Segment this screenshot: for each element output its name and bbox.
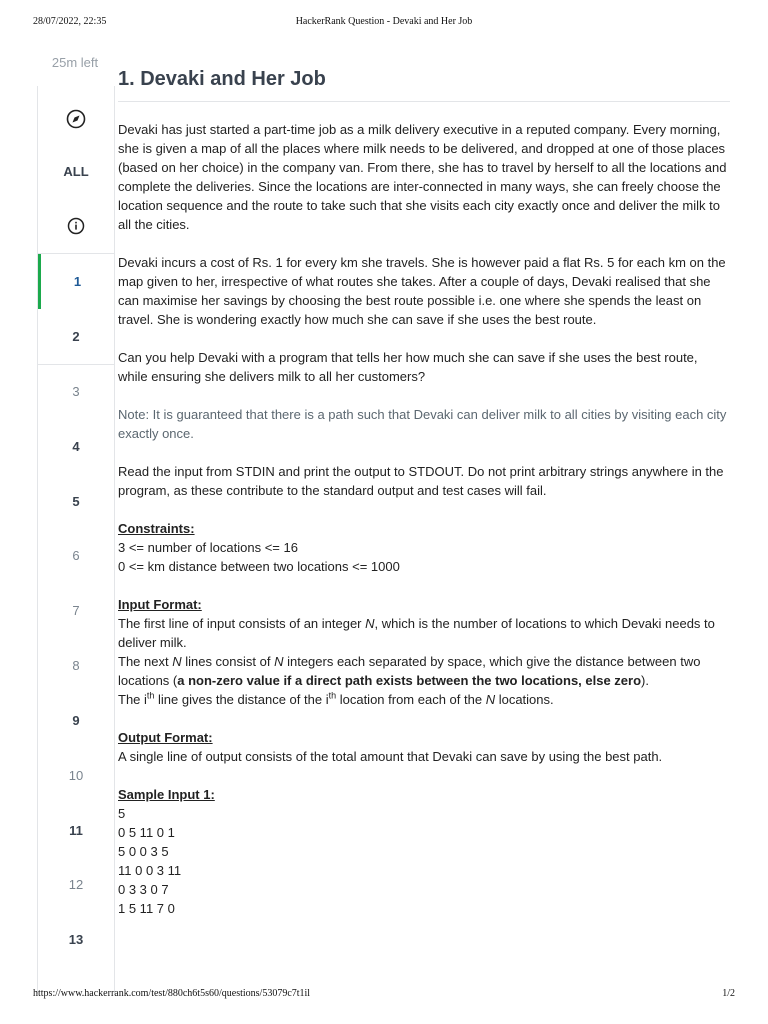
input-format-text: locations.: [495, 692, 554, 707]
time-remaining: 25m left: [51, 55, 99, 70]
question-tab-5[interactable]: [38, 474, 114, 529]
all-label: ALL: [63, 164, 89, 179]
info-icon: [67, 217, 85, 235]
question-number: 8: [72, 658, 80, 673]
output-format-section: [118, 728, 730, 766]
question-title: 1. Devaki and Her Job: [118, 68, 730, 102]
all-questions-tab[interactable]: [38, 144, 114, 199]
superscript: th: [146, 690, 155, 701]
question-tab-8[interactable]: [38, 638, 114, 693]
question-number: 11: [69, 823, 83, 838]
input-format-text: line gives the distance of the i: [154, 692, 329, 707]
question-number: 5: [72, 494, 80, 509]
question-number: 7: [72, 603, 80, 618]
question-tab-13[interactable]: [38, 912, 114, 967]
note-paragraph: Note: It is guaranteed that there is a path such that Devaki can deliver milk to all cities by visiting each city exactly once.: [118, 407, 727, 441]
superscript: th: [328, 690, 337, 701]
constraint-line: 3 <= number of locations <= 16: [118, 540, 298, 555]
page-url: https://www.hackerrank.com/test/880ch6t5s60/questions/53079c7t1il: [33, 988, 311, 999]
input-format-heading: Input Format:: [118, 597, 202, 612]
variable-n: N: [485, 692, 496, 707]
description-paragraph: Can you help Devaki with a program that tells her how much she can save if she uses the best route, while ensuring she delivers milk to all her customers?: [118, 350, 698, 384]
question-number: 3: [72, 384, 80, 399]
question-number: 9: [72, 713, 80, 728]
print-title: HackerRank Question - Devaki and Her Job: [295, 16, 473, 27]
sample-input-line: 5: [118, 806, 126, 821]
input-format-section: [118, 595, 730, 709]
question-number: 2: [72, 329, 80, 344]
question-sidebar: [37, 86, 115, 994]
sample-input-line: 0 5 11 0 1: [118, 825, 175, 840]
question-tab-10[interactable]: [38, 748, 114, 803]
question-tab-4[interactable]: [38, 419, 114, 474]
question-tab-1[interactable]: [38, 254, 114, 309]
print-date: 28/07/2022, 22:35: [33, 16, 107, 27]
navigation-icon-button[interactable]: [38, 91, 114, 146]
question-body: [118, 120, 730, 918]
input-format-text: integers each separated by space, which give the distance between two locations (: [118, 654, 701, 688]
input-format-text: ).: [641, 673, 649, 688]
question-number: 1: [73, 274, 82, 289]
question-number: 6: [72, 548, 80, 563]
compass-icon: [66, 109, 86, 129]
variable-n: N: [365, 616, 375, 631]
constraints-heading: Constraints:: [118, 521, 195, 536]
input-format-emphasis: a non-zero value if a direct path exists between the two locations, else zero: [177, 673, 642, 688]
description-paragraph: Devaki incurs a cost of Rs. 1 for every km she travels. She is however paid a flat Rs. 5 for each km on the map given to her, irrespective of what routes she takes. After a couple of days, Devaki realised that she can maximise her savings by choosing the best route possible i.e. one where she spends the least on travel. She is wondering exactly how much she can save if she uses the best route.: [118, 255, 726, 327]
variable-n: N: [274, 654, 284, 669]
print-footer: [33, 988, 735, 1002]
question-number: 4: [72, 439, 80, 454]
input-format-text: , which is the number of locations to which Devaki needs to deliver milk.: [118, 616, 715, 650]
sample-input-line: 1 5 11 7 0: [118, 901, 175, 916]
sample-input-line: 0 3 3 0 7: [118, 882, 169, 897]
variable-n: N: [172, 654, 182, 669]
question-panel: [118, 68, 730, 937]
io-instructions: Read the input from STDIN and print the output to STDOUT. Do not print arbitrary strings anywhere in the program, as these contribute to the standard output and test cases will fail.: [118, 464, 724, 498]
question-number: 13: [68, 932, 84, 947]
input-format-text: The next: [118, 654, 173, 669]
output-format-heading: Output Format:: [118, 730, 213, 745]
page-number: 1/2: [722, 988, 735, 999]
sample-input-line: 11 0 0 3 11: [118, 863, 182, 878]
input-format-text: lines consist of: [181, 654, 275, 669]
question-number: 12: [68, 877, 84, 892]
info-button[interactable]: [38, 198, 114, 253]
sample-input-section: [118, 785, 730, 918]
question-tab-7[interactable]: [38, 583, 114, 638]
question-tab-2[interactable]: [38, 309, 114, 364]
question-tab-11[interactable]: [38, 803, 114, 858]
output-format-text: A single line of output consists of the total amount that Devaki can save by using the best path.: [118, 749, 663, 764]
question-tab-6[interactable]: [38, 528, 114, 583]
constraint-line: 0 <= km distance between two locations <= 1000: [118, 559, 400, 574]
input-format-text: The i: [118, 692, 147, 707]
input-format-text: The first line of input consists of an integer: [118, 616, 366, 631]
question-number: 10: [68, 768, 84, 783]
description-paragraph: Devaki has just started a part-time job as a milk delivery executive in a reputed company. Every morning, she is given a map of all the places where milk needs to be delivered, and dropped at one of those places (based on her choice) in the company van. From there, she has to travel by herself to all the locations and complete the deliveries. Since the locations are inter-connected in many ways, she can freely choose the location sequence and the route to take such that she visits each city exactly once and deliver the milk to all the cities.: [118, 122, 727, 232]
print-header: [33, 16, 735, 30]
sample-input-heading: Sample Input 1:: [118, 787, 215, 802]
constraints-section: [118, 519, 730, 576]
sample-input-line: 5 0 0 3 5: [118, 844, 169, 859]
question-tab-12[interactable]: [38, 857, 114, 912]
input-format-text: location from each of the: [336, 692, 486, 707]
question-tab-3[interactable]: [38, 364, 114, 419]
question-tab-9[interactable]: [38, 693, 114, 748]
